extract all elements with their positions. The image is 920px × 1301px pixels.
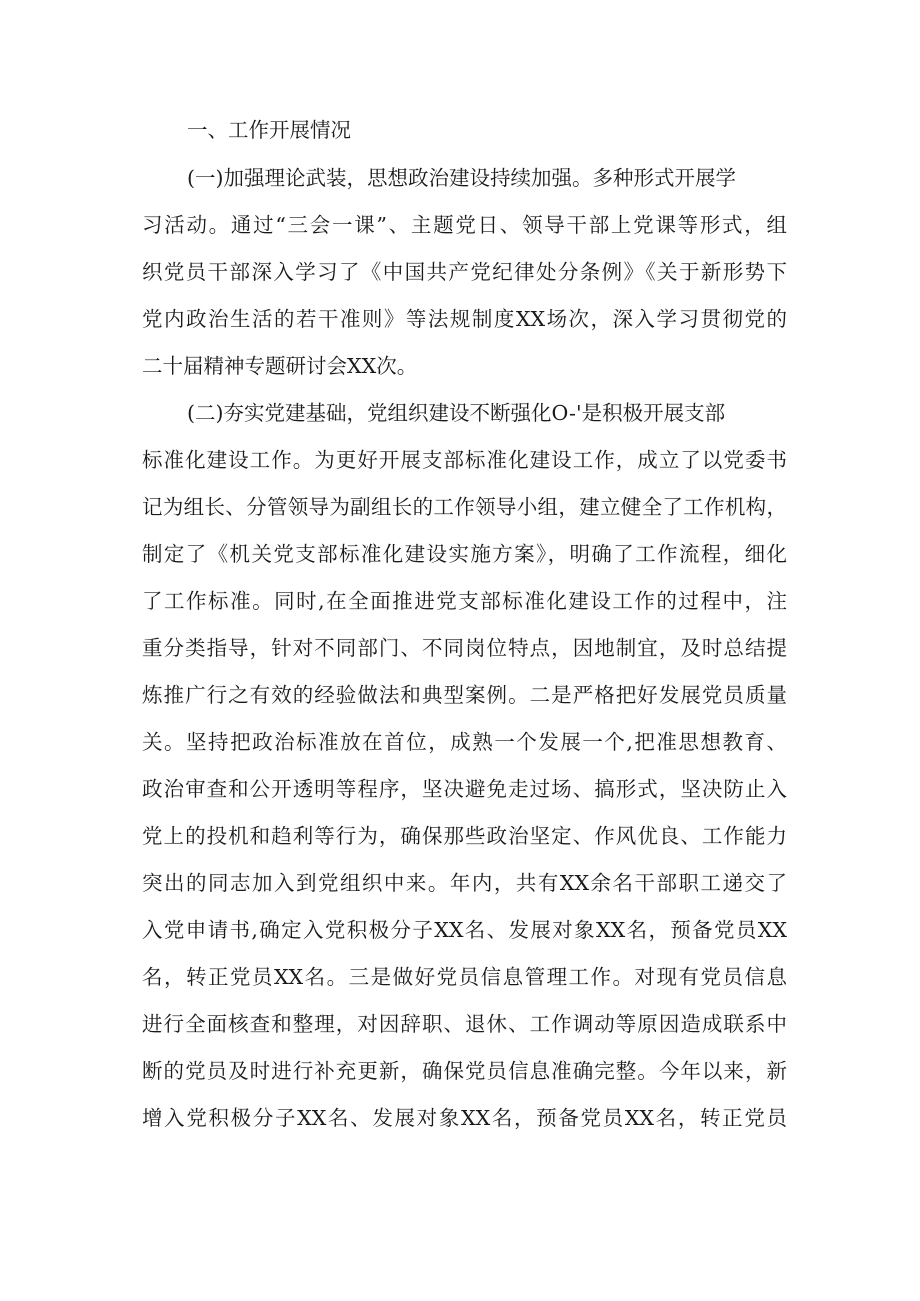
paragraph-1-line-4: 党内政治生活的若干准则》等法规制度XX场次，深入学习贯彻党的 [142, 307, 787, 331]
section-heading: 一、工作开展情况 [187, 118, 351, 142]
paragraph-1-line-5: 二十届精神专题研讨会XX次。 [142, 354, 418, 378]
paragraph-2-line-11: 突出的同志加入到党组织中来。年内，共有XX余名干部职工递交了 [142, 871, 787, 895]
paragraph-2-line-16: 增入党积极分子XX名、发展对象XX名，预备党员XX名，转正党员 [142, 1106, 787, 1130]
paragraph-2-line-8: 关。坚持把政治标准放在首位，成熟一个发展一个,把准思想教育、 [142, 730, 787, 754]
paragraph-2-line-2: 标准化建设工作。为更好开展支部标准化建设工作，成立了以党委书 [142, 448, 787, 472]
paragraph-2-line-10: 党上的投机和趋利等行为，确保那些政治坚定、作风优良、工作能力 [142, 824, 787, 848]
paragraph-2-line-7: 炼推广行之有效的经验做法和典型案例。二是严格把好发展党员质量 [142, 683, 787, 707]
paragraph-2-line-4: 制定了《机关党支部标准化建设实施方案》，明确了工作流程，细化 [142, 542, 787, 566]
paragraph-2-line-14: 进行全面核查和整理，对因辞职、退休、工作调动等原因造成联系中 [142, 1012, 787, 1036]
paragraph-2-line-9: 政治审查和公开透明等程序，坚决避免走过场、搞形式，坚决防止入 [142, 777, 787, 801]
paragraph-2-line-6: 重分类指导，针对不同部门、不同岗位特点，因地制宜，及时总结提 [142, 636, 787, 660]
paragraph-2-line-15: 断的党员及时进行补充更新，确保党员信息准确完整。今年以来，新 [142, 1059, 787, 1083]
paragraph-1-line-3: 织党员干部深入学习了《中国共产党纪律处分条例》《关于新形势下 [142, 260, 787, 284]
paragraph-2-line-12: 入党申请书,确定入党积极分子XX名、发展对象XX名，预备党员XX [142, 918, 787, 942]
paragraph-2-line-5: 了工作标准。同时,在全面推进党支部标准化建设工作的过程中，注 [142, 589, 787, 613]
paragraph-1-line-1: (一)加强理论武装，思想政治建设持续加强。多种形式开展学 [187, 166, 736, 190]
paragraph-2-line-13: 名，转正党员XX名。三是做好党员信息管理工作。对现有党员信息 [142, 965, 787, 989]
paragraph-2-line-3: 记为组长、分管领导为副组长的工作领导小组，建立健全了工作机构， [142, 495, 787, 519]
paragraph-2-line-1: (二)夯实党建基础，党组织建设不断强化O-'是积极开展支部 [187, 401, 726, 425]
paragraph-1-line-2: 习活动。通过“三会一课”、主题党日、领导干部上党课等形式，组 [142, 213, 787, 237]
